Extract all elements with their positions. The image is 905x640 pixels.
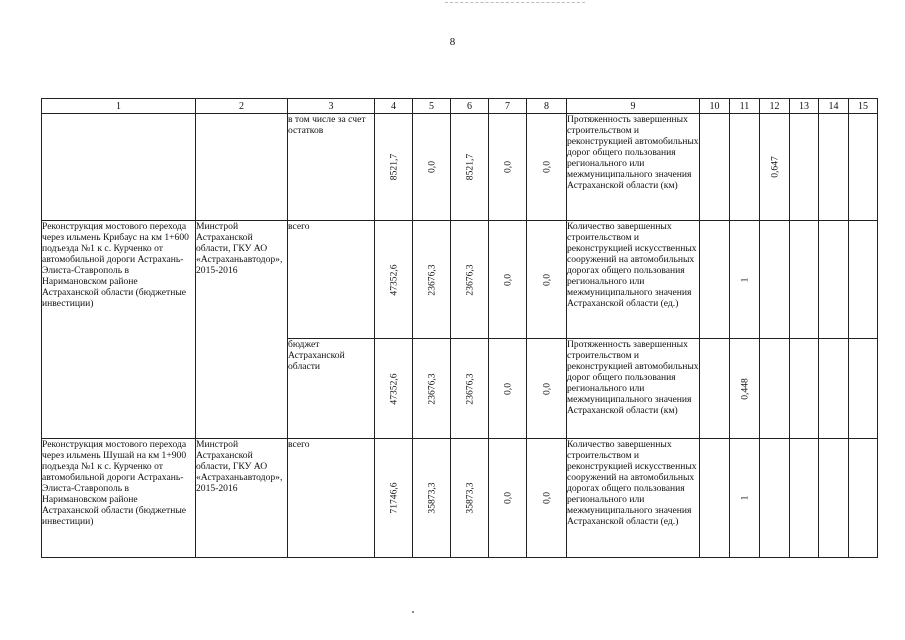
- funding-source-cell: всего: [288, 439, 375, 558]
- value-cell: [375, 439, 413, 558]
- target-value: 0,448: [739, 377, 750, 400]
- col-header-11: 11: [730, 99, 760, 114]
- target-cell: [730, 339, 760, 439]
- col-header-8: 8: [527, 99, 567, 114]
- value-text: 71746,6: [388, 482, 399, 514]
- funding-source-cell: всего: [288, 221, 375, 339]
- value-cell: [451, 439, 489, 558]
- empty-cell: [730, 114, 760, 221]
- value-cell: [489, 439, 527, 558]
- col-header-15: 15: [849, 99, 878, 114]
- project-cell: Реконструкция мостового перехода через ильмень Шушай на км 1+900 подъезда №1 к с. Курченко от автомобильной дороги Астрахань-Элиста-Ставрополь в Наримановском районе Астраханской области (бюджетные инвестиции): [42, 439, 196, 558]
- project-cell: Реконструкция мостового перехода через ильмень Крибаус на км 1+600 подъезда №1 к с. Курченко от автомобильной дороги Астрахань-Элиста-Ставрополь в Наримановском районе Астраханской области (бюджетные инвестиции): [42, 221, 196, 439]
- table-row: [42, 439, 878, 558]
- value-cell: [527, 221, 567, 339]
- value-cell: [413, 339, 451, 439]
- table-row: [42, 221, 878, 339]
- empty-cell: [849, 221, 878, 339]
- empty-cell: [700, 339, 730, 439]
- scan-speck: [412, 611, 414, 613]
- empty-cell: [849, 339, 878, 439]
- executor-cell: Минстрой Астраханской области, ГКУ АО «Астраханьавтодор», 2015-2016: [196, 221, 288, 439]
- program-table: [41, 98, 878, 558]
- value-cell: [413, 221, 451, 339]
- value-text: 0,0: [541, 161, 552, 173]
- value-text: 0,0: [502, 382, 513, 395]
- value-cell: [451, 114, 489, 221]
- value-cell: [489, 221, 527, 339]
- empty-cell: [790, 221, 819, 339]
- value-cell: [527, 439, 567, 558]
- empty-cell: [700, 114, 730, 221]
- value-text: 0,0: [502, 492, 513, 504]
- top-margin-rule: [445, 2, 585, 3]
- empty-cell: [700, 221, 730, 339]
- target-value: 0,647: [769, 156, 780, 178]
- value-text: 23676,3: [426, 372, 437, 405]
- value-cell: [489, 339, 527, 439]
- empty-cell: [760, 339, 790, 439]
- empty-cell: [760, 221, 790, 339]
- value-text: 35873,3: [464, 482, 475, 514]
- value-text: 8521,7: [464, 153, 475, 181]
- col-header-4: 4: [375, 99, 413, 114]
- col-header-6: 6: [451, 99, 489, 114]
- value-cell: [375, 339, 413, 439]
- value-text: 0,0: [502, 273, 513, 286]
- col-header-7: 7: [489, 99, 527, 114]
- value-text: 8521,7: [388, 153, 399, 181]
- header-row: [42, 99, 878, 114]
- empty-cell: [849, 439, 878, 558]
- value-text: 35873,3: [426, 482, 437, 514]
- value-cell: [527, 114, 567, 221]
- value-cell: [451, 221, 489, 339]
- value-text: 0,0: [541, 382, 552, 395]
- col-header-9: 9: [567, 99, 700, 114]
- value-cell: [489, 114, 527, 221]
- value-text: 23676,3: [426, 263, 437, 296]
- value-cell: [527, 339, 567, 439]
- value-text: 0,0: [541, 273, 552, 286]
- col-header-14: 14: [819, 99, 849, 114]
- value-text: 0,0: [502, 161, 513, 173]
- col-header-13: 13: [790, 99, 819, 114]
- target-value: 1: [739, 495, 750, 501]
- empty-cell: [819, 439, 849, 558]
- target-cell: [760, 114, 790, 221]
- empty-cell: [819, 339, 849, 439]
- indicator-cell: Протяженность завершенных строительством и реконструкцией автомобильных дорог общего пользования регионального или межмуниципального значения Астраханской области (км): [567, 339, 700, 439]
- value-cell: [375, 221, 413, 339]
- executor-cell: Минстрой Астраханской области, ГКУ АО «Астраханьавтодор», 2015-2016: [196, 439, 288, 558]
- value-text: 23676,3: [464, 263, 475, 296]
- col-header-2: 2: [196, 99, 288, 114]
- empty-cell: [760, 439, 790, 558]
- target-value: 1: [739, 277, 750, 282]
- page-number: 8: [449, 36, 456, 48]
- empty-cell: [819, 221, 849, 339]
- value-text: 0,0: [541, 492, 552, 504]
- empty-cell: [790, 114, 819, 221]
- empty-cell: [849, 114, 878, 221]
- project-cell: [42, 114, 196, 221]
- value-text: 0,0: [426, 161, 437, 173]
- col-header-5: 5: [413, 99, 451, 114]
- table-row: [42, 114, 878, 221]
- funding-source-cell: в том числе за счет остатков: [288, 114, 375, 221]
- value-cell: [413, 114, 451, 221]
- empty-cell: [790, 339, 819, 439]
- empty-cell: [790, 439, 819, 558]
- indicator-cell: Количество завершенных строительством и реконструкцией искусственных сооружений на автомобильных дорогах общего пользования регионального или межмуниципального значения Астраханской области (ед.): [567, 221, 700, 339]
- target-cell: [730, 221, 760, 339]
- col-header-10: 10: [700, 99, 730, 114]
- value-cell: [375, 114, 413, 221]
- value-text: 23676,3: [464, 372, 475, 405]
- col-header-1: 1: [42, 99, 196, 114]
- col-header-12: 12: [760, 99, 790, 114]
- value-text: 47352,6: [388, 263, 399, 296]
- empty-cell: [819, 114, 849, 221]
- value-cell: [451, 339, 489, 439]
- indicator-cell: Количество завершенных строительством и реконструкцией искусственных сооружений на автомобильных дорогах общего пользования регионального или межмуниципального значения Астраханской области (ед.): [567, 439, 700, 558]
- executor-cell: [196, 114, 288, 221]
- value-cell: [413, 439, 451, 558]
- col-header-3: 3: [288, 99, 375, 114]
- value-text: 47352,6: [388, 372, 399, 405]
- indicator-cell: Протяженность завершенных строительством и реконструкцией автомобильных дорог общего пользования регионального или межмуниципального значения Астраханской области (км): [567, 114, 700, 221]
- empty-cell: [700, 439, 730, 558]
- target-cell: [730, 439, 760, 558]
- funding-source-cell: бюджет Астраханской области: [288, 339, 375, 439]
